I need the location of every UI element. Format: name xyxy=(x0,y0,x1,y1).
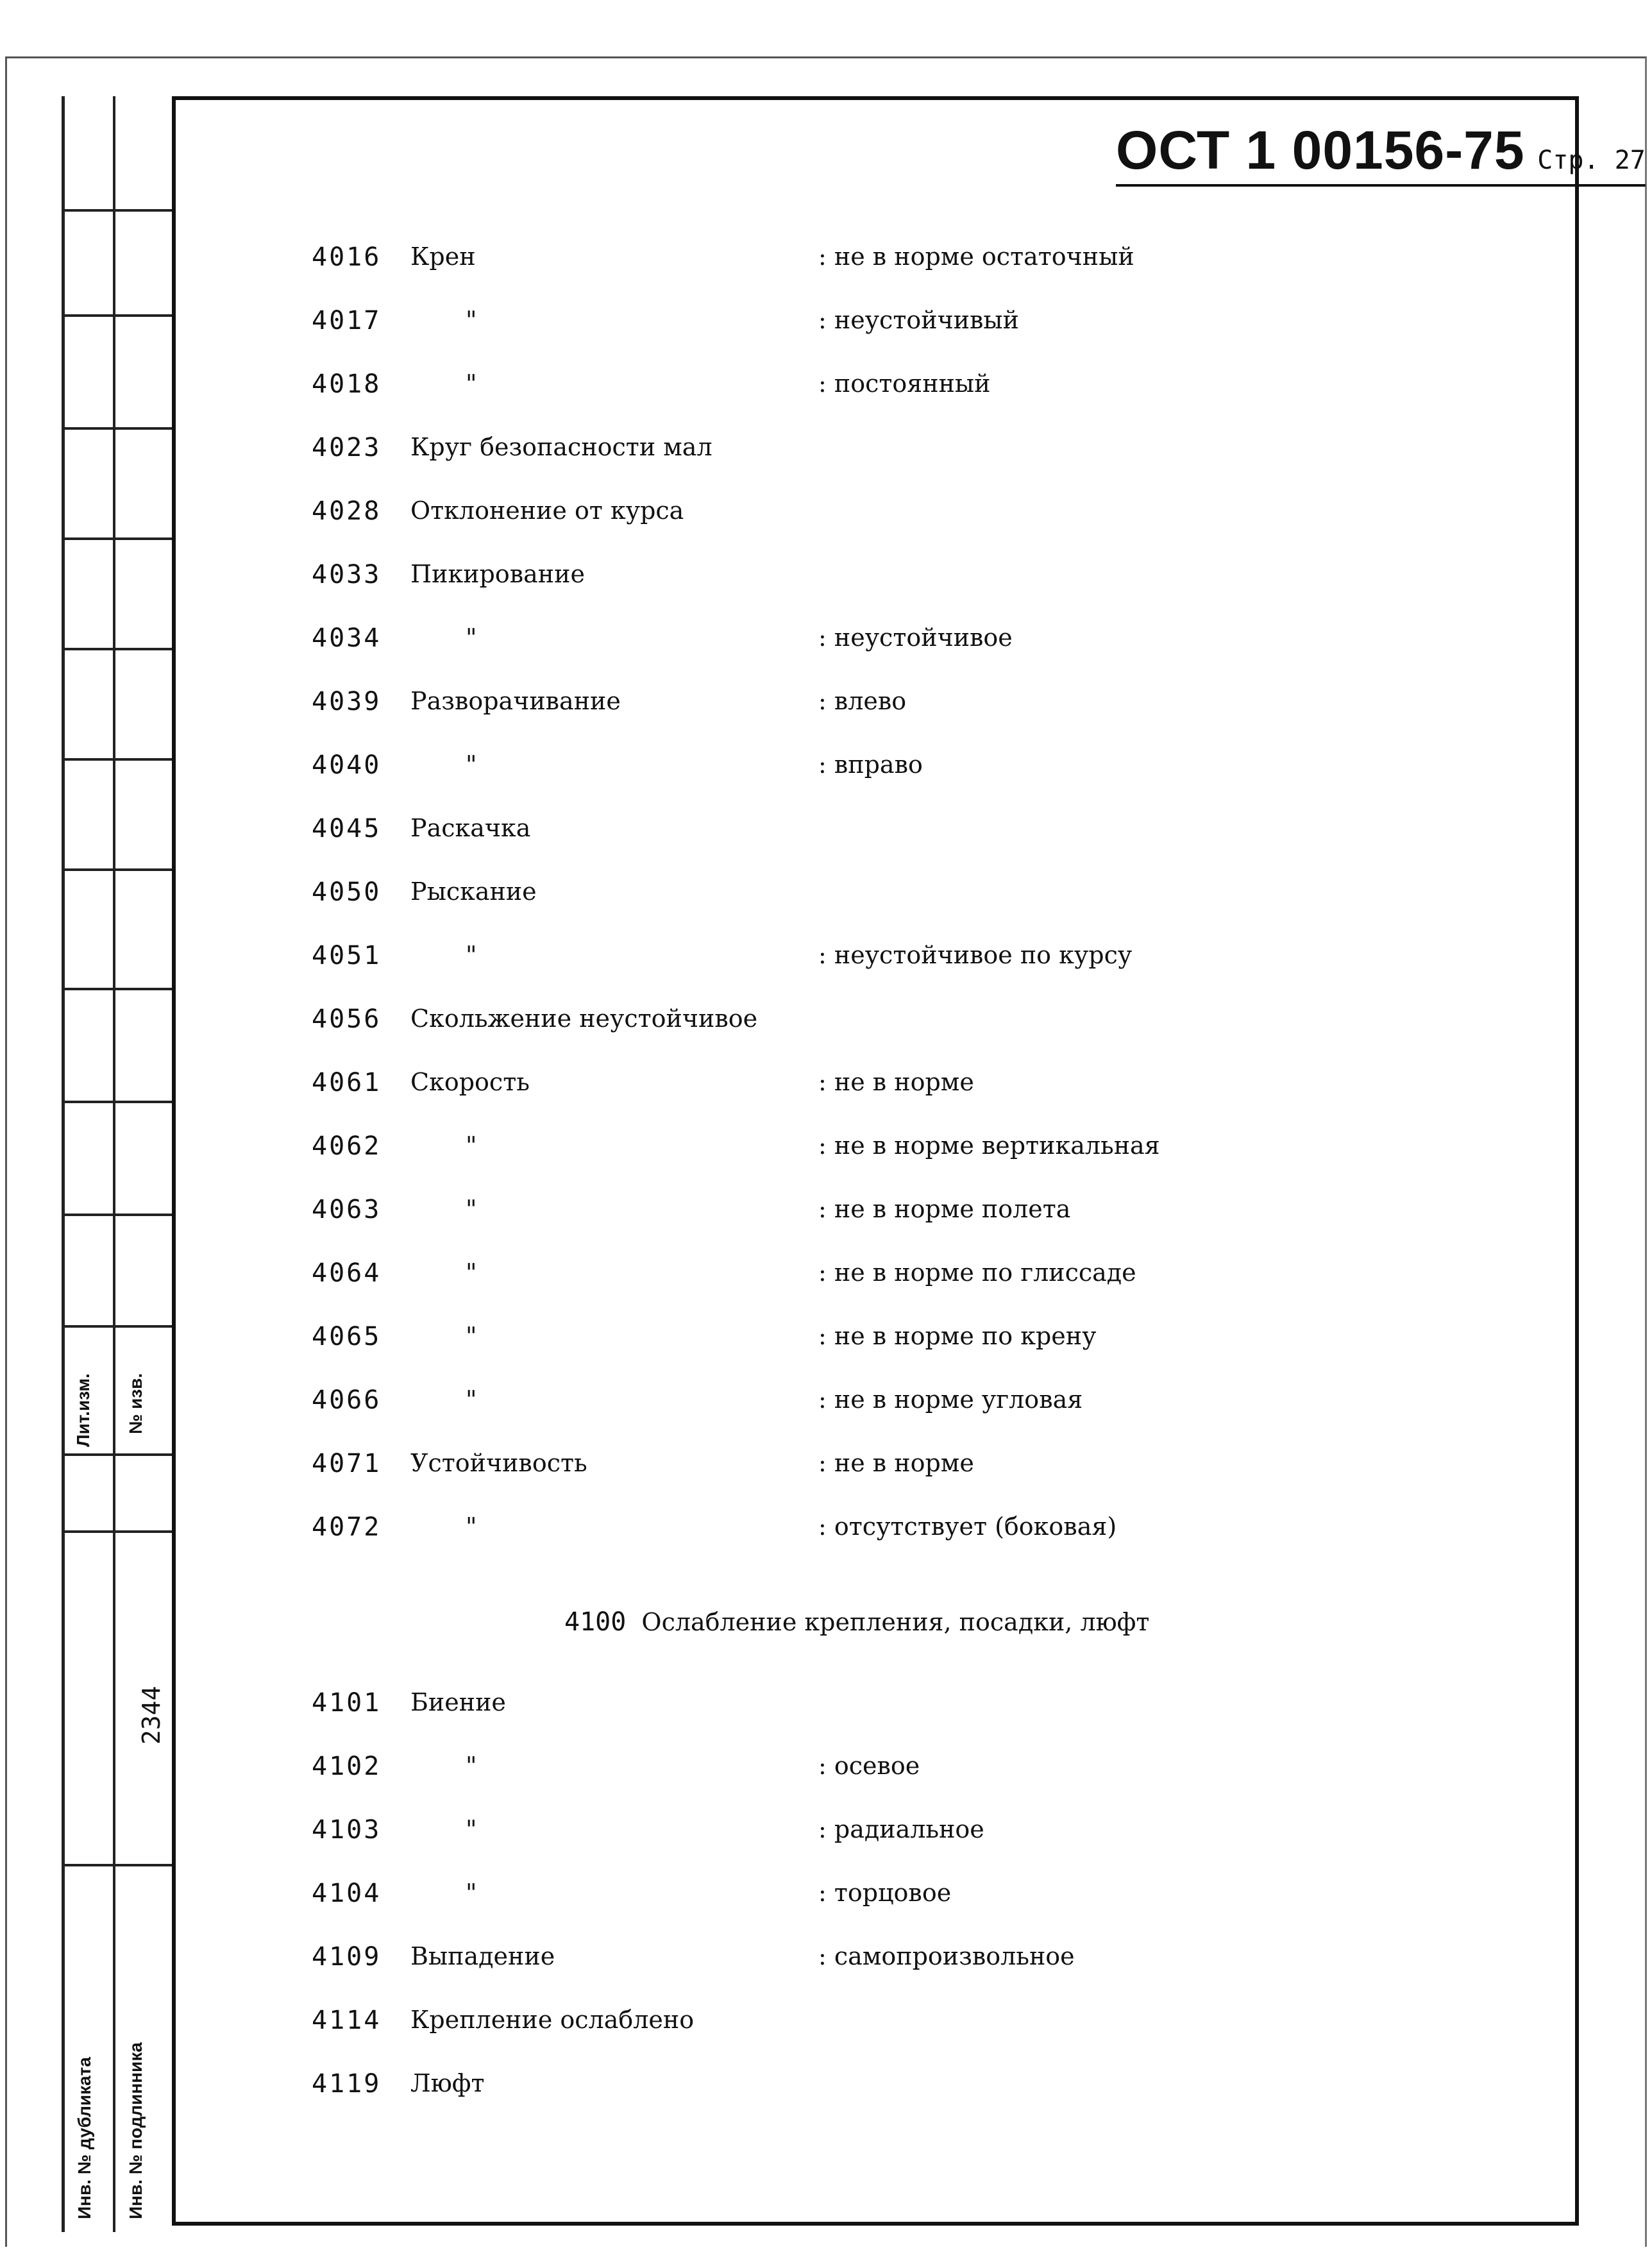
entry-code: 4045 xyxy=(312,814,382,843)
entry-code: 4033 xyxy=(312,560,382,589)
entry-code: 4028 xyxy=(312,496,382,526)
entry-term: Отклонение от курса xyxy=(410,496,684,525)
stamp-cell-line xyxy=(62,427,172,430)
entry-code: 4023 xyxy=(312,433,382,462)
no-izv-label: № изв. xyxy=(126,1373,146,1434)
entry-term: Скольжение неустойчивое xyxy=(410,1004,758,1033)
side-stamp-divider xyxy=(113,96,115,2232)
entry-code: 4072 xyxy=(312,1512,382,1542)
page-header xyxy=(1116,119,1646,187)
entry-term: " xyxy=(466,1879,477,1907)
duplicate-number: 2344 xyxy=(137,1686,165,1745)
stamp-cell-line xyxy=(62,868,172,871)
section-code: 4100 xyxy=(564,1607,627,1637)
entry-term: Крепление ослаблено xyxy=(410,2006,695,2034)
entry-term: " xyxy=(466,623,477,652)
standard-number: ОСТ 1 00156-75 xyxy=(1116,120,1525,180)
entry-term: Пикирование xyxy=(410,560,585,588)
entry-term: Скорость xyxy=(410,1068,530,1096)
entry-code: 4056 xyxy=(312,1004,382,1034)
entry-code: 4064 xyxy=(312,1258,382,1288)
entry-code: 4061 xyxy=(312,1068,382,1097)
inv-original-label: Инв. № подлинника xyxy=(126,2042,146,2219)
entry-term: Крен xyxy=(410,242,476,271)
stamp-cell-line xyxy=(62,988,172,990)
entry-code: 4104 xyxy=(312,1879,382,1908)
entry-qualifier: : неустойчивое по курсу xyxy=(818,941,1133,969)
entry-code: 4017 xyxy=(312,306,382,335)
entry-code: 4065 xyxy=(312,1322,382,1351)
entry-term: " xyxy=(466,1512,477,1541)
entry-term: " xyxy=(466,750,477,779)
entry-term: Разворачивание xyxy=(410,687,621,715)
entry-qualifier: : радиальное xyxy=(818,1815,984,1843)
entry-term: Круг безопасности мал xyxy=(410,433,712,461)
entry-term: Биение xyxy=(410,1688,506,1716)
entry-code: 4109 xyxy=(312,1942,382,1972)
entry-qualifier: : не в норме xyxy=(818,1449,974,1477)
entry-term: " xyxy=(466,1258,477,1287)
stamp-cell-line xyxy=(62,1864,172,1866)
lit-izm-label: Лит.изм. xyxy=(73,1373,93,1447)
entry-qualifier: : торцовое xyxy=(818,1879,952,1907)
entry-qualifier: : вправо xyxy=(818,750,923,779)
section-title-text: Ослабление крепления, посадки, люфт xyxy=(641,1608,1150,1636)
entry-qualifier: : неустойчивое xyxy=(818,623,1013,652)
entry-qualifier: : не в норме по крену xyxy=(818,1322,1097,1350)
entry-code: 4039 xyxy=(312,687,382,716)
entry-qualifier: : не в норме угловая xyxy=(818,1385,1083,1414)
entry-term: " xyxy=(466,1322,477,1350)
entry-term: Рыскание xyxy=(410,877,537,906)
side-stamp-strip xyxy=(62,96,175,2232)
entry-code: 4102 xyxy=(312,1752,382,1781)
entry-code: 4051 xyxy=(312,941,382,970)
entry-qualifier: : не в норме полета xyxy=(818,1195,1071,1223)
page-number: Стр. 27 xyxy=(1537,146,1646,175)
entry-qualifier: : постоянный xyxy=(818,369,991,398)
stamp-cell-line xyxy=(62,1101,172,1103)
entry-qualifier: : не в норме xyxy=(818,1068,974,1096)
stamp-cell-line xyxy=(62,1453,172,1456)
entry-code: 4016 xyxy=(312,242,382,272)
stamp-cell-line xyxy=(62,758,172,761)
entry-code: 4103 xyxy=(312,1815,382,1845)
entry-qualifier: : осевое xyxy=(818,1752,920,1780)
entry-term: " xyxy=(466,1131,477,1160)
entry-code: 4034 xyxy=(312,623,382,653)
stamp-cell-line xyxy=(62,1530,172,1533)
entry-term: " xyxy=(466,1815,477,1843)
entry-code: 4066 xyxy=(312,1385,382,1415)
entry-qualifier: : отсутствует (боковая) xyxy=(818,1512,1117,1541)
entry-term: Выпадение xyxy=(410,1942,555,1970)
entry-term: " xyxy=(466,369,477,398)
entry-term: " xyxy=(466,1195,477,1223)
stamp-cell-line xyxy=(62,209,172,212)
entry-code: 4018 xyxy=(312,369,382,399)
entry-code: 4062 xyxy=(312,1131,382,1161)
entry-term: Устойчивость xyxy=(410,1449,587,1477)
entry-code: 4050 xyxy=(312,877,382,907)
entry-term: Раскачка xyxy=(410,814,531,842)
entry-code: 4040 xyxy=(312,750,382,780)
entry-qualifier: : влево xyxy=(818,687,907,715)
entry-qualifier: : неустойчивый xyxy=(818,306,1019,334)
entry-qualifier: : не в норме по глиссаде xyxy=(818,1258,1136,1287)
entry-qualifier: : не в норме вертикальная xyxy=(818,1131,1160,1160)
entry-term: Люфт xyxy=(410,2069,485,2097)
entry-term: " xyxy=(466,1752,477,1780)
entry-term: " xyxy=(466,1385,477,1414)
entry-term: " xyxy=(466,306,477,334)
entry-term: " xyxy=(466,941,477,969)
entry-code: 4071 xyxy=(312,1449,382,1478)
stamp-cell-line xyxy=(62,314,172,317)
entry-code: 4063 xyxy=(312,1195,382,1224)
stamp-cell-line xyxy=(62,1214,172,1216)
entry-code: 4114 xyxy=(312,2006,382,2035)
entry-qualifier: : не в норме остаточный xyxy=(818,242,1134,271)
section-heading xyxy=(564,1607,1149,1637)
inv-duplicate-label: Инв. № дубликата xyxy=(74,2057,94,2219)
entry-qualifier: : самопроизвольное xyxy=(818,1942,1075,1970)
stamp-cell-line xyxy=(62,1325,172,1328)
entry-code: 4119 xyxy=(312,2069,382,2099)
stamp-cell-line xyxy=(62,648,172,650)
entry-code: 4101 xyxy=(312,1688,382,1718)
stamp-cell-line xyxy=(62,537,172,540)
